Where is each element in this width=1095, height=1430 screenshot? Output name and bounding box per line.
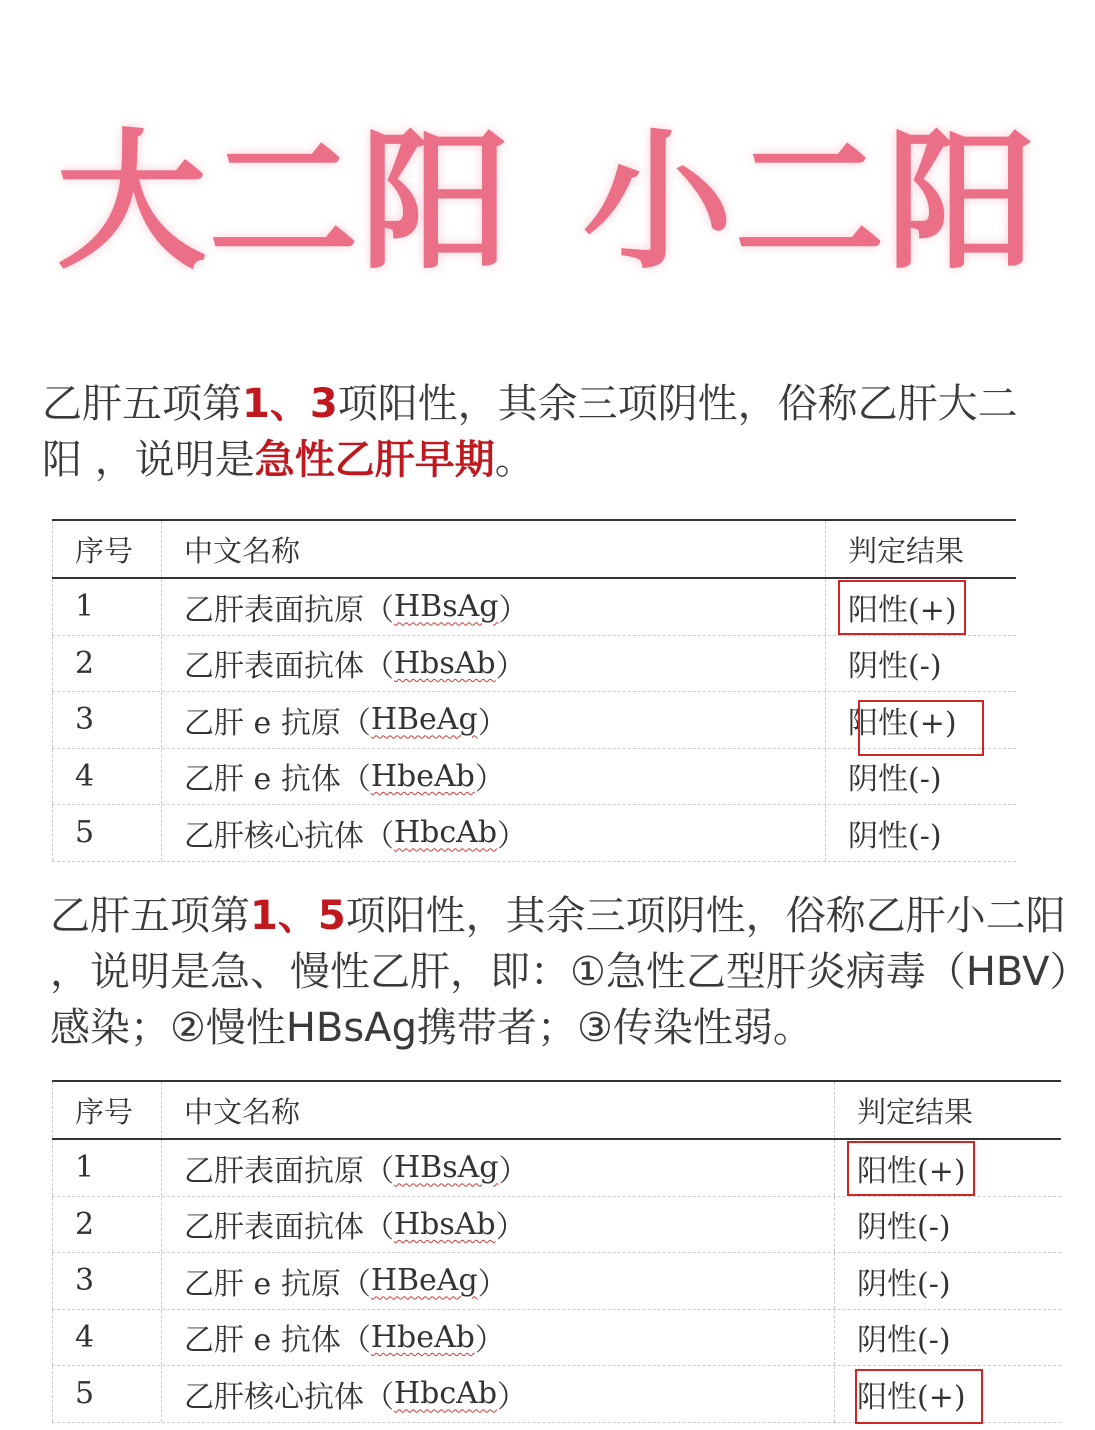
row-result-text: 阳性(+) <box>848 592 957 628</box>
row-name <box>162 1197 835 1253</box>
row-name-close: ） <box>498 592 529 628</box>
row-abbr: HBeAg <box>370 1263 478 1299</box>
row-name-text: 乙肝 e 抗体（ <box>184 762 371 798</box>
row-result <box>835 1197 1061 1253</box>
row-name-close: ） <box>497 818 528 854</box>
row-name-text: 乙肝核心抗体（ <box>184 1379 394 1415</box>
row-result-text: 阴性(-) <box>848 762 942 798</box>
row-name-close: ） <box>474 1323 505 1359</box>
row-idx: 4 <box>52 1310 162 1366</box>
row-name <box>162 1253 835 1309</box>
row-name <box>162 805 826 861</box>
table-small-two-positive <box>52 1080 1061 1423</box>
row-name-text: 乙肝 e 抗体（ <box>184 1323 371 1359</box>
row-name-close: ） <box>495 1210 526 1246</box>
row-name-text: 乙肝表面抗原（ <box>184 592 394 628</box>
row-name-text: 乙肝 e 抗原（ <box>184 1266 371 1302</box>
row-abbr: HbeAb <box>370 1319 475 1355</box>
section1-description <box>42 376 1052 488</box>
row-result-text: 阳性(+) <box>857 1153 966 1189</box>
header-result: 判定结果 <box>848 533 965 568</box>
header-result: 判定结果 <box>857 1094 974 1129</box>
row-result-text: 阳性(+) <box>857 1379 966 1415</box>
row-result <box>826 749 1016 805</box>
header-idx: 序号 <box>52 521 162 577</box>
table-row <box>52 636 1016 693</box>
table-row <box>52 1310 1061 1367</box>
section1-conclusion-highlight: 急性乙肝早期 <box>254 437 495 483</box>
row-result <box>835 1310 1061 1366</box>
positive-highlight-box <box>847 1141 975 1196</box>
title-big-two-positive: 大二阳 <box>56 116 513 290</box>
row-name-text: 乙肝 e 抗原（ <box>184 705 371 741</box>
row-name <box>162 1140 835 1196</box>
row-name-text: 乙肝表面抗体（ <box>184 649 394 685</box>
header-name: 中文名称 <box>162 521 826 577</box>
row-idx: 5 <box>52 1366 162 1422</box>
row-name-close: ） <box>477 705 508 741</box>
row-name-close: ） <box>497 1379 528 1415</box>
section2-items-highlight: 1、5 <box>250 893 346 939</box>
table-row <box>52 805 1016 862</box>
row-idx: 3 <box>52 1253 162 1309</box>
row-result <box>826 636 1016 692</box>
row-name <box>162 749 826 805</box>
header-idx: 序号 <box>52 1082 162 1138</box>
row-name <box>162 636 826 692</box>
table-header-row <box>52 519 1016 579</box>
row-result-text: 阴性(-) <box>848 818 942 854</box>
row-result <box>835 1140 1061 1196</box>
row-result <box>826 805 1016 861</box>
row-result <box>835 1366 1061 1422</box>
row-abbr: HBsAg <box>394 589 499 625</box>
table-row <box>52 692 1016 749</box>
row-abbr: HBeAg <box>370 702 478 738</box>
row-idx: 1 <box>52 579 162 635</box>
row-name-close: ） <box>495 649 526 685</box>
row-idx: 2 <box>52 1197 162 1253</box>
row-name-text: 乙肝表面抗体（ <box>184 1210 394 1246</box>
section2-text-c: 项阳性，其余三项阴性，俗称乙肝小二阳 ，说明是急、慢性乙肝，即：①急性乙型肝炎病毒（HBV）感染；②慢性HBsAg携带者；③传染性弱。 <box>50 893 1070 1051</box>
row-result <box>826 579 1016 635</box>
row-name-close: ） <box>498 1153 529 1189</box>
row-abbr: HbcAb <box>394 815 498 851</box>
section1-text-c: 项阳性，其余三项阴性，俗称乙肝大二阳 ，说明是 <box>42 381 1018 483</box>
table-row <box>52 1253 1061 1310</box>
row-result <box>826 692 1016 748</box>
row-idx: 4 <box>52 749 162 805</box>
row-abbr: HBsAg <box>394 1150 499 1186</box>
table-header-row <box>52 1080 1061 1140</box>
title-small-two-positive: 小二阳 <box>582 116 1039 290</box>
row-abbr: HbsAb <box>394 1206 496 1242</box>
row-result-text: 阴性(-) <box>857 1323 951 1359</box>
positive-highlight-box <box>838 580 966 635</box>
row-name <box>162 579 826 635</box>
page-title <box>0 118 1095 288</box>
row-result-text: 阴性(-) <box>848 649 942 685</box>
table-row <box>52 749 1016 806</box>
row-name-text: 乙肝表面抗原（ <box>184 1153 394 1189</box>
table-row <box>52 579 1016 636</box>
section1-text-e: 。 <box>494 437 535 483</box>
table-row <box>52 1197 1061 1254</box>
section1-items-highlight: 1、3 <box>242 381 338 427</box>
row-idx: 5 <box>52 805 162 861</box>
row-idx: 2 <box>52 636 162 692</box>
row-name <box>162 1310 835 1366</box>
row-result-text: 阳性(+) <box>848 705 957 741</box>
section2-text-a: 乙肝五项第 <box>50 893 250 939</box>
row-abbr: HbsAb <box>394 645 496 681</box>
row-name-close: ） <box>474 762 505 798</box>
row-idx: 1 <box>52 1140 162 1196</box>
row-name-close: ） <box>477 1266 508 1302</box>
section2-description <box>50 888 1070 1056</box>
table-big-two-positive <box>52 519 1016 862</box>
row-name-text: 乙肝核心抗体（ <box>184 818 394 854</box>
row-result-text: 阴性(-) <box>857 1210 951 1246</box>
table-row <box>52 1140 1061 1197</box>
row-abbr: HbcAb <box>394 1376 498 1412</box>
row-idx: 3 <box>52 692 162 748</box>
header-name: 中文名称 <box>162 1082 835 1138</box>
row-result-text: 阴性(-) <box>857 1266 951 1302</box>
row-abbr: HbeAb <box>370 758 475 794</box>
row-result <box>835 1253 1061 1309</box>
section1-text-a: 乙肝五项第 <box>42 381 242 427</box>
row-name <box>162 1366 835 1422</box>
row-name <box>162 692 826 748</box>
positive-highlight-box <box>855 1369 983 1424</box>
table-row <box>52 1366 1061 1423</box>
